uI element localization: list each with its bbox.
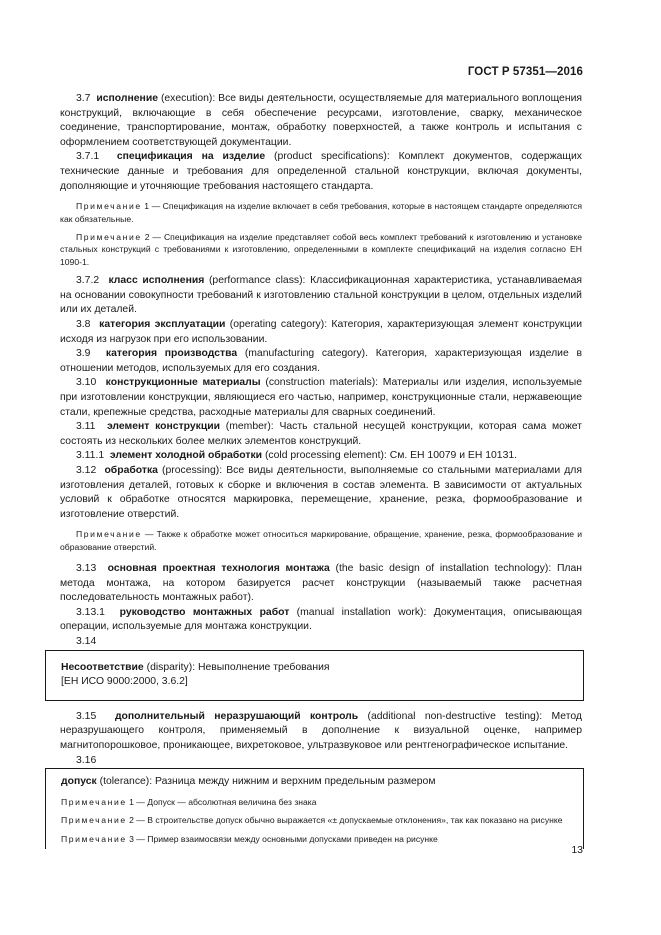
note-3-16-2: Примечание 2 — В строительстве допуск обычно выражается «± допускаемые отклонения», так как показано на рисунке bbox=[61, 815, 563, 826]
clause-3-13: 3.13 основная проектная технология монтажа (the basic design of installation technology): План метода монтажа, на котором базируется расчет конструкции (называемый также расчетная последовательность монтажных работ). bbox=[60, 563, 582, 604]
clause-3-14-definition: Несоответствие (disparity): Невыполнение требования bbox=[61, 661, 330, 673]
clause-3-13-1: 3.13.1 руководство монтажных работ (manual installation work): Документация, описывающая операции, используемые для монтажа конструкции. bbox=[60, 606, 582, 633]
clause-3-14-reference: [ЕН ИСО 9000:2000, 3.6.2] bbox=[61, 676, 188, 688]
clause-3-15: 3.15 дополнительный неразрушающий контроль (additional non-destructive testing): Метод неразрушающего контроля, применяемый в дополнение к визуальной оценке, например магнитопорошковое, проникающее, вихретоковое, ультразвуковое или рентгенографическое испытание. bbox=[60, 710, 582, 752]
clause-3-11-1: 3.11.1 элемент холодной обработки (cold processing element): См. ЕН 10079 и ЕН 10131. bbox=[76, 450, 518, 462]
clause-3-10: 3.10 конструкционные материалы (construction materials): Материалы или изделия, используемые при изготовлении конструкции, являющиеся его частью, например, конструкционные стали, нержавеющие стали, крепежные средства, расходные материалы для сварных соединений. bbox=[60, 377, 583, 418]
clause-3-16-number: 3.16 bbox=[76, 754, 97, 766]
clause-3-7-2: 3.7.2 класс исполнения (performance class): Классификационная характеристика, устанавливаемая на основании совокупности требований к изготовлению стальной конструкции в целом, отдельных изделий или их деталей. bbox=[60, 275, 582, 316]
note-3-7-1-1: Примечание 1 — Спецификация на изделие включает в себя требования, которые в настоящем стандарте определяются как обязательные. bbox=[60, 201, 582, 224]
clause-3-14-number: 3.14 bbox=[76, 636, 97, 648]
note-3-7-1-2: Примечание 2 — Спецификация на изделие представляет собой весь комплект требований к изготовлению и установке стальных конструкций с требованиями к изготовлению, определенными в комплекте спецификаций на изделия согласно ЕН 1090-1. bbox=[60, 231, 582, 267]
page-content bbox=[60, 92, 582, 849]
note-3-16-1: Примечание 1 — Допуск — абсолютная величина без знака bbox=[61, 796, 317, 807]
page-number: 13 bbox=[571, 844, 583, 856]
clause-3-9: 3.9 категория производства (manufacturing category). Категория, характеризующая изделие в отношении методов, используемых для его создания. bbox=[60, 348, 582, 374]
clause-3-12: 3.12 обработка (processing): Все виды деятельности, выполняемые со стальными материалами для изготовления деталей, готовых к сборке и включения в состав элемента. В зависимости от актуальных условий к обработке относятся маркировка, перемещение, хранение, резка, формообразование и изготовление отверстий. bbox=[60, 464, 582, 520]
clause-3-11: 3.11 элемент конструкции (member): Часть стальной несущей конструкции, которая сама может состоять из нескольких более мелких элементов конструкций. bbox=[60, 421, 582, 447]
clause-3-7-1: 3.7.1 спецификация на изделие (product specifications): Комплект документов, содержащих технические данные и требования для определенной стальной конструкции, включая документы, дополняющие и уточняющие требования настоящего стандарта. bbox=[60, 151, 582, 192]
clause-3-7: 3.7 исполнение (execution): Все виды деятельности, осуществляемые для материального воплощения конструкций, включающие в себя обеспечение ресурсами, изготовление, сварку, механическое соединение, транспортирование, монтаж, обработку поверхностей, а также контроль и испытания с оформлением соответствующей документации. bbox=[60, 93, 582, 148]
note-3-12: Примечание — Также к обработке может относиться маркирование, обращение, хранение, резка, формообразование и образование отверстий. bbox=[60, 529, 582, 552]
note-3-16-3: Примечание 3 — Пример взаимосвязи между основными допусками приведен на рисунке bbox=[61, 833, 438, 844]
clause-3-16-box bbox=[45, 768, 584, 849]
clause-3-14-box bbox=[45, 650, 584, 701]
clause-3-16-definition: допуск (tolerance): Разница между нижним и верхним предельным размером bbox=[61, 776, 436, 788]
standard-header: ГОСТ Р 57351—2016 bbox=[467, 66, 583, 78]
clause-3-8: 3.8 категория эксплуатации (operating category): Категория, характеризующая элемент конструкции исходя из нагрузок при его использовании. bbox=[60, 318, 583, 345]
